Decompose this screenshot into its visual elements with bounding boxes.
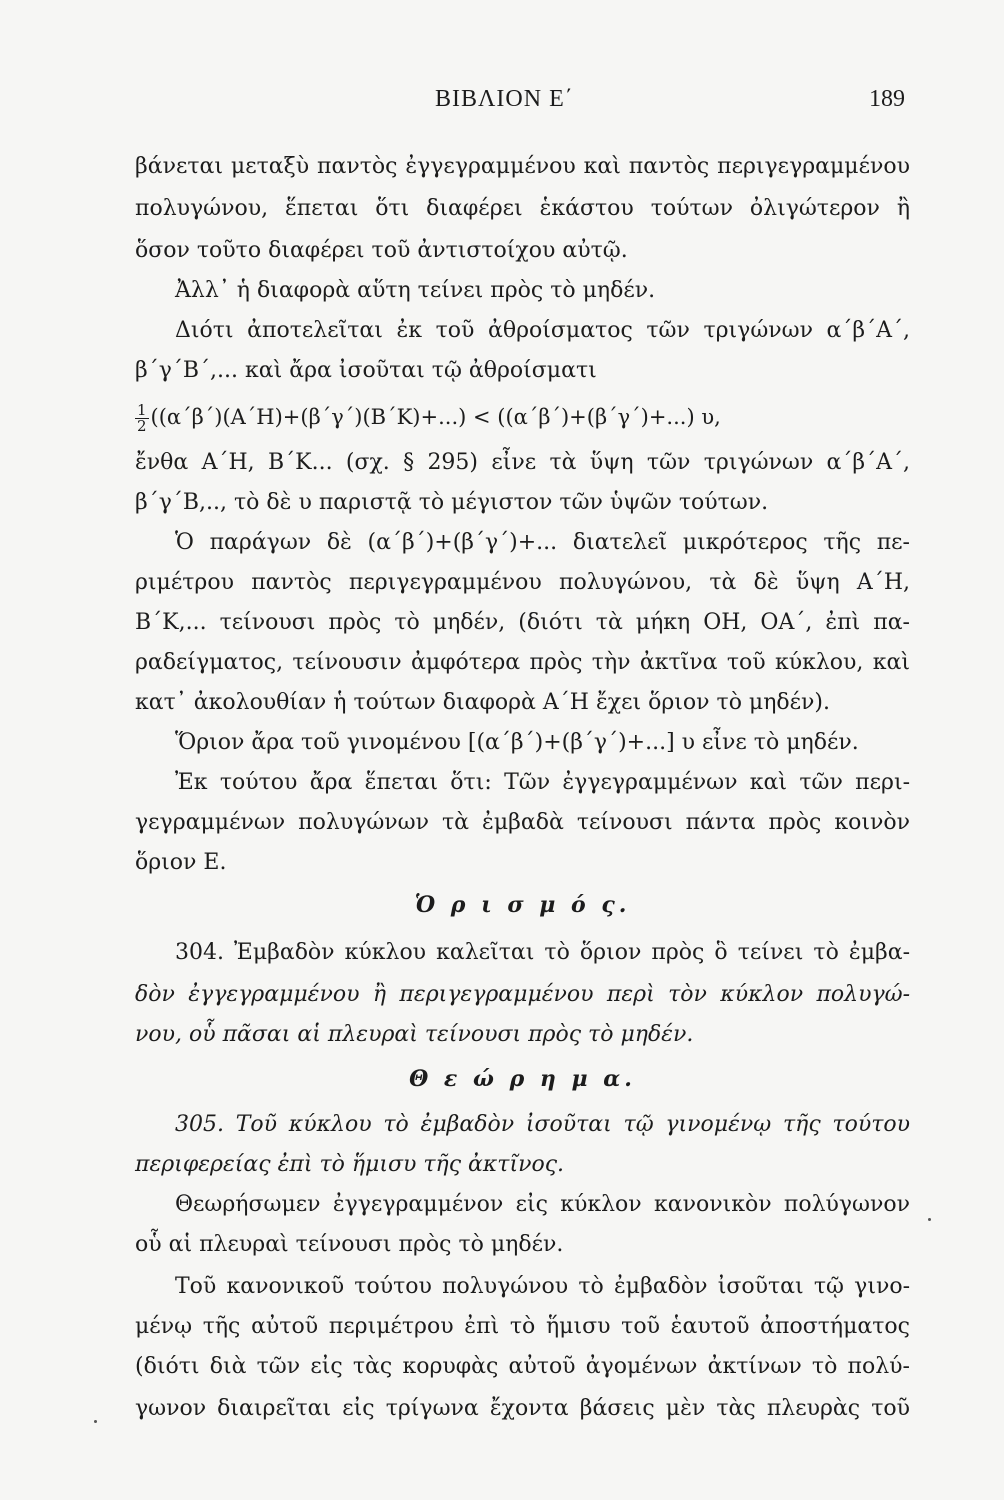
definition-line: δὸν ἐγγεγραμμένου ἢ περιγεγραμμένου περὶ τὸν κύκλον πολυγώ- — [135, 982, 910, 1007]
text-line: β΄γ΄Β΄,... καὶ ἄρα ἰσοῦται τῷ ἀθροίσματι — [135, 358, 597, 383]
running-header — [135, 86, 905, 120]
text-line: (διότι διὰ τῶν εἰς τὰς κορυφὰς αὐτοῦ ἀγομένων ἀκτίνων τὸ πολύ- — [135, 1354, 910, 1379]
text-line: πολυγώνου, ἕπεται ὅτι διαφέρει ἑκάστου τούτων ὀλιγώτερον ἢ — [135, 196, 910, 221]
text-line: Θεωρήσωμεν ἐγγεγραμμένον εἰς κύκλον κανονικὸν πολύγωνον — [175, 1192, 910, 1217]
text-line: ραδείγματος, τείνουσιν ἀμφότερα πρὸς τὴν ἀκτῖνα τοῦ κύκλου, καὶ — [135, 650, 910, 675]
text-line: οὗ αἱ πλευραὶ τείνουσι πρὸς τὸ μηδέν. — [135, 1232, 564, 1257]
text-line: Ἐκ τούτου ἄρα ἕπεται ὅτι: Τῶν ἐγγεγραμμένων καὶ τῶν περι- — [175, 770, 910, 795]
text-line: γεγραμμένων πολυγώνων τὰ ἐμβαδὰ τείνουσι πάντα πρὸς κοινὸν — [135, 810, 910, 835]
text-line: Ὅριον ἄρα τοῦ γινομένου [(α΄β΄)+(β΄γ΄)+...] υ εἶνε τὸ μηδέν. — [175, 730, 859, 755]
formula-line — [135, 402, 910, 434]
text-line: Διότι ἀποτελεῖται ἐκ τοῦ ἀθροίσματος τῶν τριγώνων α΄β΄Α΄, — [175, 318, 910, 343]
paper-speck — [928, 1218, 931, 1221]
definition-line: 304. Ἐμβαδὸν κύκλου καλεῖται τὸ ὅριον πρὸς ὃ τείνει τὸ ἐμβα- — [175, 940, 910, 965]
text-line: Ὁ παράγων δὲ (α΄β΄)+(β΄γ΄)+... διατελεῖ μικρότερος τῆς πε- — [175, 530, 910, 555]
text-line: γωνον διαιρεῖται εἰς τρίγωνα ἔχοντα βάσεις μὲν τὰς πλευρὰς τοῦ — [135, 1396, 910, 1421]
definition-heading: Ὁ ρ ι σ μ ό ς. — [414, 892, 631, 918]
text-line: Ἀλλ᾽ ἡ διαφορὰ αὕτη τείνει πρὸς τὸ μηδέν. — [175, 278, 656, 303]
paper-speck — [94, 1420, 97, 1423]
definition-line: νου, οὗ πᾶσαι αἱ πλευραὶ τείνουσι πρὸς τὸ μηδέν. — [135, 1022, 694, 1047]
theorem-line: 305. Τοῦ κύκλου τὸ ἐμβαδὸν ἰσοῦται τῷ γινομένῳ τῆς τούτου — [175, 1112, 910, 1137]
text-line: κατ᾽ ἀκολουθίαν ἡ τούτων διαφορὰ Α΄Η ἔχει ὅριον τὸ μηδέν). — [135, 690, 830, 715]
text-line: β΄γ΄Β,.., τὸ δὲ υ παριστᾷ τὸ μέγιστον τῶν ὑψῶν τούτων. — [135, 490, 769, 515]
theorem-heading: Θ ε ώ ρ η μ α. — [409, 1066, 636, 1092]
text-line: Τοῦ κανονικοῦ τούτου πολυγώνου τὸ ἐμβαδὸν ἰσοῦται τῷ γινο- — [175, 1274, 910, 1299]
text-line: ἔνθα Α΄Η, Β΄Κ... (σχ. § 295) εἶνε τὰ ὕψη τῶν τριγώνων α΄β΄Α΄, — [135, 450, 910, 475]
text-line: μένῳ τῆς αὐτοῦ περιμέτρου ἐπὶ τὸ ἥμισυ τοῦ ἑαυτοῦ ἀποστήματος — [135, 1314, 910, 1339]
formula-text: ((α΄β΄)(Α΄Η)+(β΄γ΄)(Β΄Κ)+...) < ((α΄β΄)+(β΄γ΄)+...) υ, — [150, 405, 721, 429]
text-line: Β΄Κ,... τείνουσι πρὸς τὸ μηδέν, (διότι τὰ μήκη ΟΗ, ΟΑ΄, ἐπὶ πα- — [135, 610, 910, 635]
text-line: ριμέτρου παντὸς περιγεγραμμένου πολυγώνου, τὰ δὲ ὕψη Α΄Η, — [135, 570, 910, 595]
text-line: βάνεται μεταξὺ παντὸς ἐγγεγραμμένου καὶ παντὸς περιγεγραμμένου — [135, 154, 910, 179]
text-line: ὅσον τοῦτο διαφέρει τοῦ ἀντιστοίχου αὐτῷ. — [135, 238, 628, 263]
fraction-one-half: $\frac{1}{2}$ — [137, 401, 147, 435]
text-line: ὅριον Ε. — [135, 850, 227, 875]
theorem-line: περιφερείας ἐπὶ τὸ ἥμισυ τῆς ἀκτῖνος. — [135, 1152, 565, 1177]
chapter-title: ΒΙΒΛΙΟΝ Ε΄ — [435, 86, 574, 112]
page-number: 189 — [869, 86, 905, 112]
